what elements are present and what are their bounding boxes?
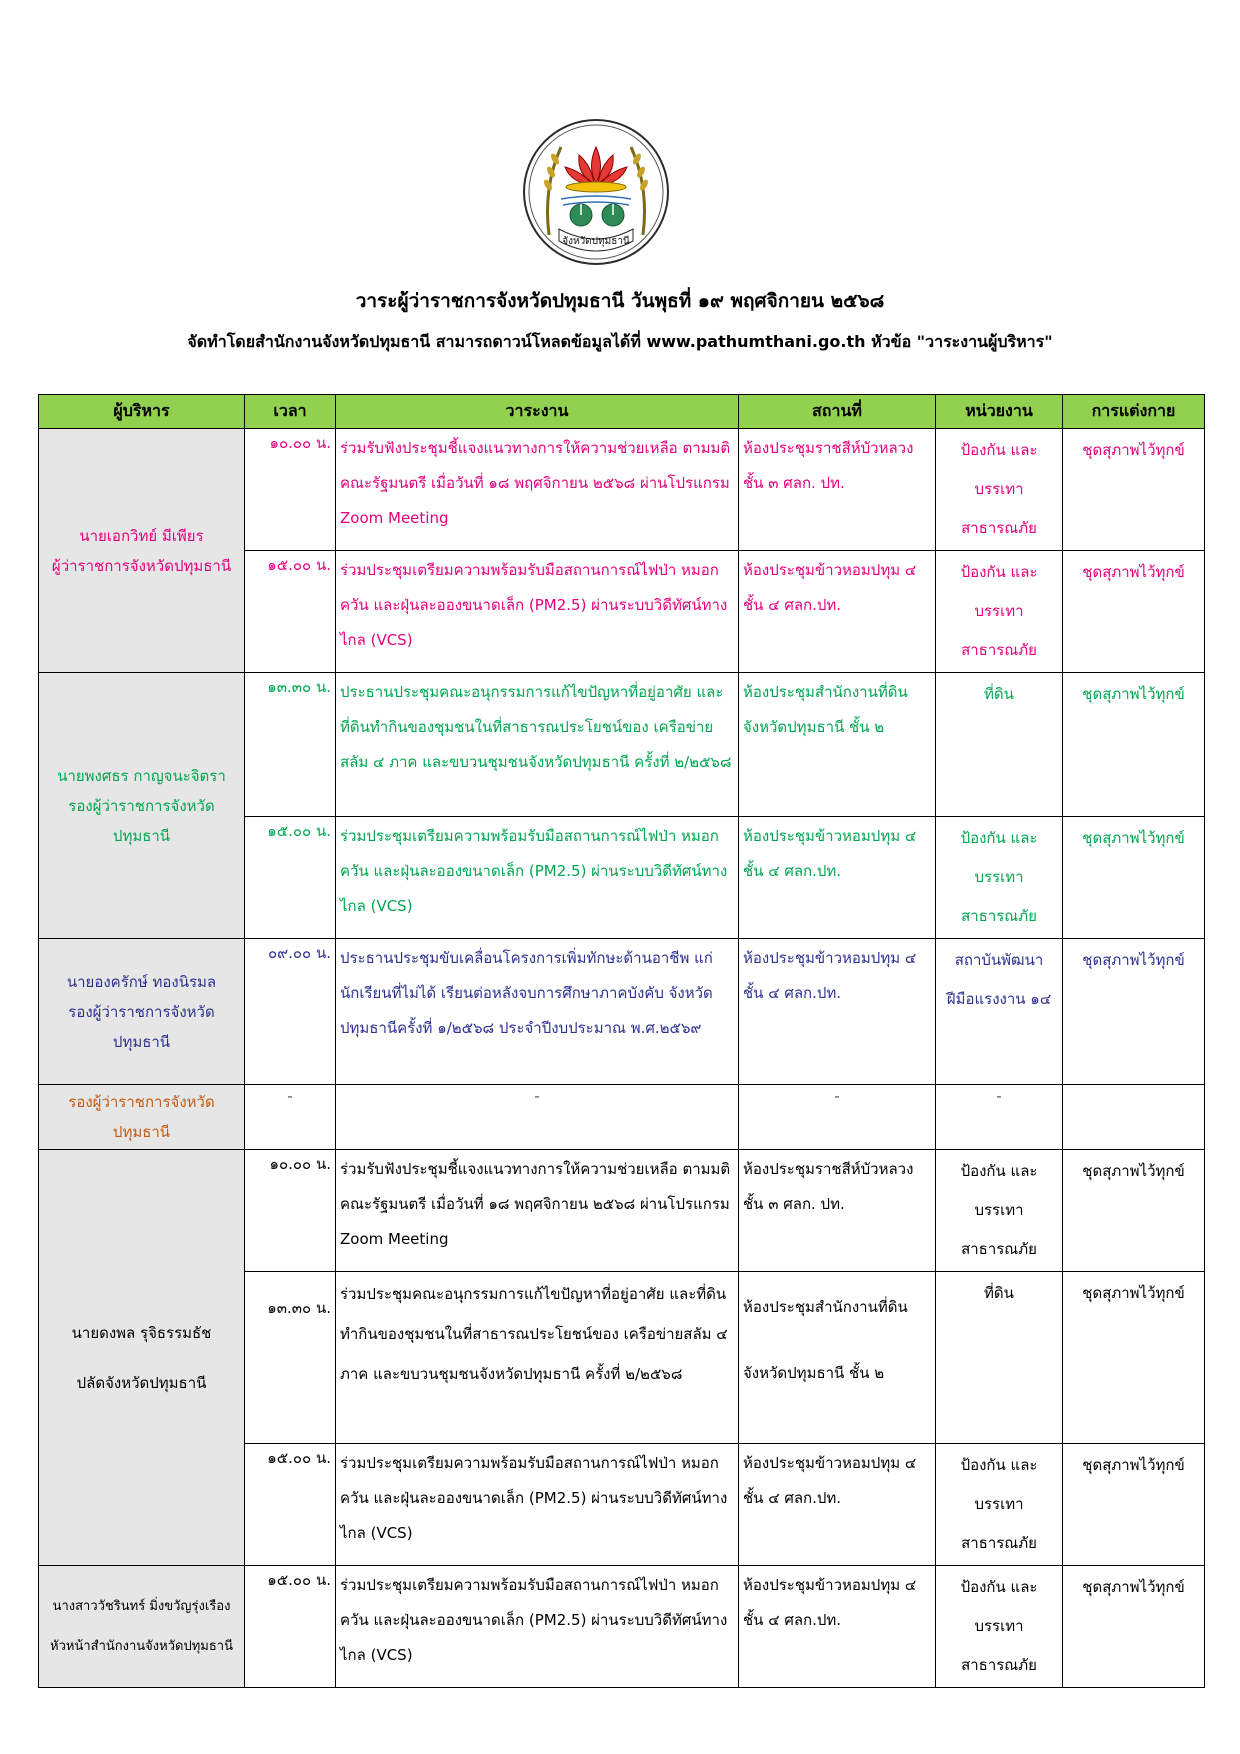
schedule-table — [38, 394, 1205, 1688]
unit-cell: ที่ดิน — [936, 1272, 1063, 1444]
executive-position: รองผู้ว่าราชการจังหวัดปทุมธานี — [68, 796, 215, 845]
dress-cell: ชุดสุภาพไว้ทุกข์ — [1063, 1272, 1205, 1444]
unit-cell: ป้องกัน และบรรเทา สาธารณภัย — [936, 817, 1063, 939]
unit-cell: ป้องกัน และบรรเทา สาธารณภัย — [936, 551, 1063, 673]
dress-cell: ชุดสุภาพไว้ทุกข์ — [1063, 1150, 1205, 1272]
executive-position: รองผู้ว่าราชการจังหวัดปทุมธานี — [68, 1002, 215, 1051]
seal-caption: จังหวัดปทุมธานี — [562, 236, 630, 247]
executive-name: นางสาววัชรินทร์ มิ่งขวัญรุ่งเรือง — [52, 1598, 231, 1614]
agenda-cell: ร่วมประชุมเตรียมความพร้อมรับมือสถานการณ์ไฟป่า หมอก ควัน และฝุ่นละอองขนาดเล็ก (PM2.5) ผ่านระบบวิดีทัศน์ทางไกล (VCS) — [336, 1444, 739, 1566]
executive-position: ปลัดจังหวัดปทุมธานี — [76, 1373, 207, 1392]
dress-cell: ชุดสุภาพไว้ทุกข์ — [1063, 939, 1205, 1085]
executive-position: หัวหน้าสำนักงานจังหวัดปทุมธานี — [50, 1638, 233, 1654]
place-cell: ห้องประชุมสำนักงานที่ดิน จังหวัดปทุมธานี ชั้น ๒ — [739, 673, 936, 817]
time-cell: ๑๕.๐๐ น. — [245, 817, 336, 939]
place-cell: ห้องประชุมข้าวหอมปทุม ๔ ชั้น ๔ ศลก.ปท. — [739, 817, 936, 939]
agenda-cell: ร่วมประชุมเตรียมความพร้อมรับมือสถานการณ์ไฟป่า หมอก ควัน และฝุ่นละอองขนาดเล็ก (PM2.5) ผ่านระบบวิดีทัศน์ทางไกล (VCS) — [336, 1566, 739, 1688]
dress-cell — [1063, 1085, 1205, 1150]
col-header-dress: การแต่งกาย — [1063, 395, 1205, 429]
col-header-agenda: วาระงาน — [336, 395, 739, 429]
province-seal-logo — [521, 117, 671, 267]
unit-cell: ป้องกัน และบรรเทา สาธารณภัย — [936, 1150, 1063, 1272]
time-cell: ๑๕.๐๐ น. — [245, 551, 336, 673]
executive-cell — [39, 673, 245, 939]
time-cell: - — [245, 1085, 336, 1150]
col-header-time: เวลา — [245, 395, 336, 429]
table-row — [39, 1150, 1205, 1272]
time-cell: ๑๐.๐๐ น. — [245, 1150, 336, 1272]
unit-cell: สถาบันพัฒนา ฝีมือแรงงาน ๑๔ — [936, 939, 1063, 1085]
dress-cell: ชุดสุภาพไว้ทุกข์ — [1063, 673, 1205, 817]
agenda-cell: ประธานประชุมขับเคลื่อนโครงการเพิ่มทักษะด้านอาชีพ แก่นักเรียนที่ไม่ได้ เรียนต่อหลังจบการศึกษาภาคบังคับ จังหวัดปทุมธานีครั้งที่ ๑/๒๕๖๘ ประจำปีงบประมาณ พ.ศ.๒๕๖๙ — [336, 939, 739, 1085]
place-cell: ห้องประชุมข้าวหอมปทุม ๔ ชั้น ๔ ศลก.ปท. — [739, 1444, 936, 1566]
dress-cell: ชุดสุภาพไว้ทุกข์ — [1063, 1566, 1205, 1688]
col-header-unit: หน่วยงาน — [936, 395, 1063, 429]
dress-cell: ชุดสุภาพไว้ทุกข์ — [1063, 1444, 1205, 1566]
table-row — [39, 673, 1205, 817]
executive-position: รองผู้ว่าราชการจังหวัดปทุมธานี — [68, 1093, 215, 1141]
dress-cell: ชุดสุภาพไว้ทุกข์ — [1063, 551, 1205, 673]
executive-cell — [39, 1566, 245, 1688]
place-cell: ห้องประชุมข้าวหอมปทุม ๔ ชั้น ๔ ศลก.ปท. — [739, 1566, 936, 1688]
agenda-cell: ร่วมประชุมเตรียมความพร้อมรับมือสถานการณ์ไฟป่า หมอก ควัน และฝุ่นละอองขนาดเล็ก (PM2.5) ผ่านระบบวิดีทัศน์ทางไกล (VCS) — [336, 551, 739, 673]
table-row — [39, 1566, 1205, 1688]
executive-position: ผู้ว่าราชการจังหวัดปทุมธานี — [51, 556, 232, 575]
table-header-row — [39, 395, 1205, 429]
dress-cell: ชุดสุภาพไว้ทุกข์ — [1063, 429, 1205, 551]
place-cell: ห้องประชุมสำนักงานที่ดิน จังหวัดปทุมธานี ชั้น ๒ — [739, 1272, 936, 1444]
executive-cell — [39, 429, 245, 673]
agenda-cell: ร่วมประชุมเตรียมความพร้อมรับมือสถานการณ์ไฟป่า หมอก ควัน และฝุ่นละอองขนาดเล็ก (PM2.5) ผ่านระบบวิดีทัศน์ทางไกล (VCS) — [336, 817, 739, 939]
place-cell: ห้องประชุมข้าวหอมปทุม ๔ ชั้น ๔ ศลก.ปท. — [739, 551, 936, 673]
unit-cell: ป้องกัน และบรรเทา สาธารณภัย — [936, 429, 1063, 551]
table-row — [39, 1085, 1205, 1150]
agenda-cell: ร่วมประชุมคณะอนุกรรมการแก้ไขปัญหาที่อยู่อาศัย และที่ดินทำกินของชุมชนในที่สาธารณประโยชน์ของ เครือข่ายสลัม ๔ ภาค และขบวนชุมชนจังหวัดปทุมธานี ครั้งที่ ๒/๒๕๖๘ — [336, 1272, 739, 1444]
page-title: วาระผู้ว่าราชการจังหวัดปทุมธานี วันพุธที่ ๑๙ พฤศจิกายน ๒๕๖๘ — [355, 290, 885, 312]
executive-cell — [39, 1085, 245, 1150]
agenda-cell: ประธานประชุมคณะอนุกรรมการแก้ไขปัญหาที่อยู่อาศัย และที่ดินทำกินของชุมชนในที่สาธารณประโยชน์ของ เครือข่ายสลัม ๔ ภาค และขบวนชุมชนจังหวัดปทุมธานี ครั้งที่ ๒/๒๕๖๘ — [336, 673, 739, 817]
place-cell: ห้องประชุมราชสีห์บัวหลวง ชั้น ๓ ศลก. ปท. — [739, 429, 936, 551]
place-cell: ห้องประชุมข้าวหอมปทุม ๔ ชั้น ๔ ศลก.ปท. — [739, 939, 936, 1085]
time-cell: ๐๙.๐๐ น. — [245, 939, 336, 1085]
executive-cell — [39, 939, 245, 1085]
table-row — [39, 939, 1205, 1085]
executive-name: นายพงศธร กาญจนะจิตรา — [57, 766, 226, 785]
place-cell: - — [739, 1085, 936, 1150]
unit-cell: ป้องกัน และบรรเทา สาธารณภัย — [936, 1566, 1063, 1688]
agenda-cell: ร่วมรับฟังประชุมชี้แจงแนวทางการให้ความช่วยเหลือ ตามมติคณะรัฐมนตรี เมื่อวันที่ ๑๘ พฤศจิกายน ๒๕๖๘ ผ่านโปรแกรม Zoom Meeting — [336, 1150, 739, 1272]
time-cell: ๑๓.๓๐ น. — [245, 1272, 336, 1444]
time-cell: ๑๕.๐๐ น. — [245, 1444, 336, 1566]
page-subtitle: จัดทำโดยสำนักงานจังหวัดปทุมธานี สามารถดาวน์โหลดข้อมูลได้ที่ www.pathumthani.go.th หัวข้อ "วาระงานผู้บริหาร" — [187, 332, 1053, 351]
dress-cell: ชุดสุภาพไว้ทุกข์ — [1063, 817, 1205, 939]
agenda-cell: ร่วมรับฟังประชุมชี้แจงแนวทางการให้ความช่วยเหลือ ตามมติคณะรัฐมนตรี เมื่อวันที่ ๑๘ พฤศจิกายน ๒๕๖๘ ผ่านโปรแกรม Zoom Meeting — [336, 429, 739, 551]
agenda-cell: - — [336, 1085, 739, 1150]
col-header-executive: ผู้บริหาร — [39, 395, 245, 429]
unit-cell: ที่ดิน — [936, 673, 1063, 817]
place-cell: ห้องประชุมราชสีห์บัวหลวง ชั้น ๓ ศลก. ปท. — [739, 1150, 936, 1272]
unit-cell: - — [936, 1085, 1063, 1150]
executive-name: นายดงพล รุจิธรรมธัช — [71, 1323, 212, 1342]
executive-name: นายองครักษ์ ทองนิรมล — [66, 972, 217, 991]
executive-cell — [39, 1150, 245, 1566]
unit-cell: ป้องกัน และบรรเทา สาธารณภัย — [936, 1444, 1063, 1566]
table-row — [39, 429, 1205, 551]
time-cell: ๑๓.๓๐ น. — [245, 673, 336, 817]
col-header-place: สถานที่ — [739, 395, 936, 429]
executive-name: นายเอกวิทย์ มีเพียร — [79, 526, 204, 545]
time-cell: ๑๐.๐๐ น. — [245, 429, 336, 551]
time-cell: ๑๕.๐๐ น. — [245, 1566, 336, 1688]
